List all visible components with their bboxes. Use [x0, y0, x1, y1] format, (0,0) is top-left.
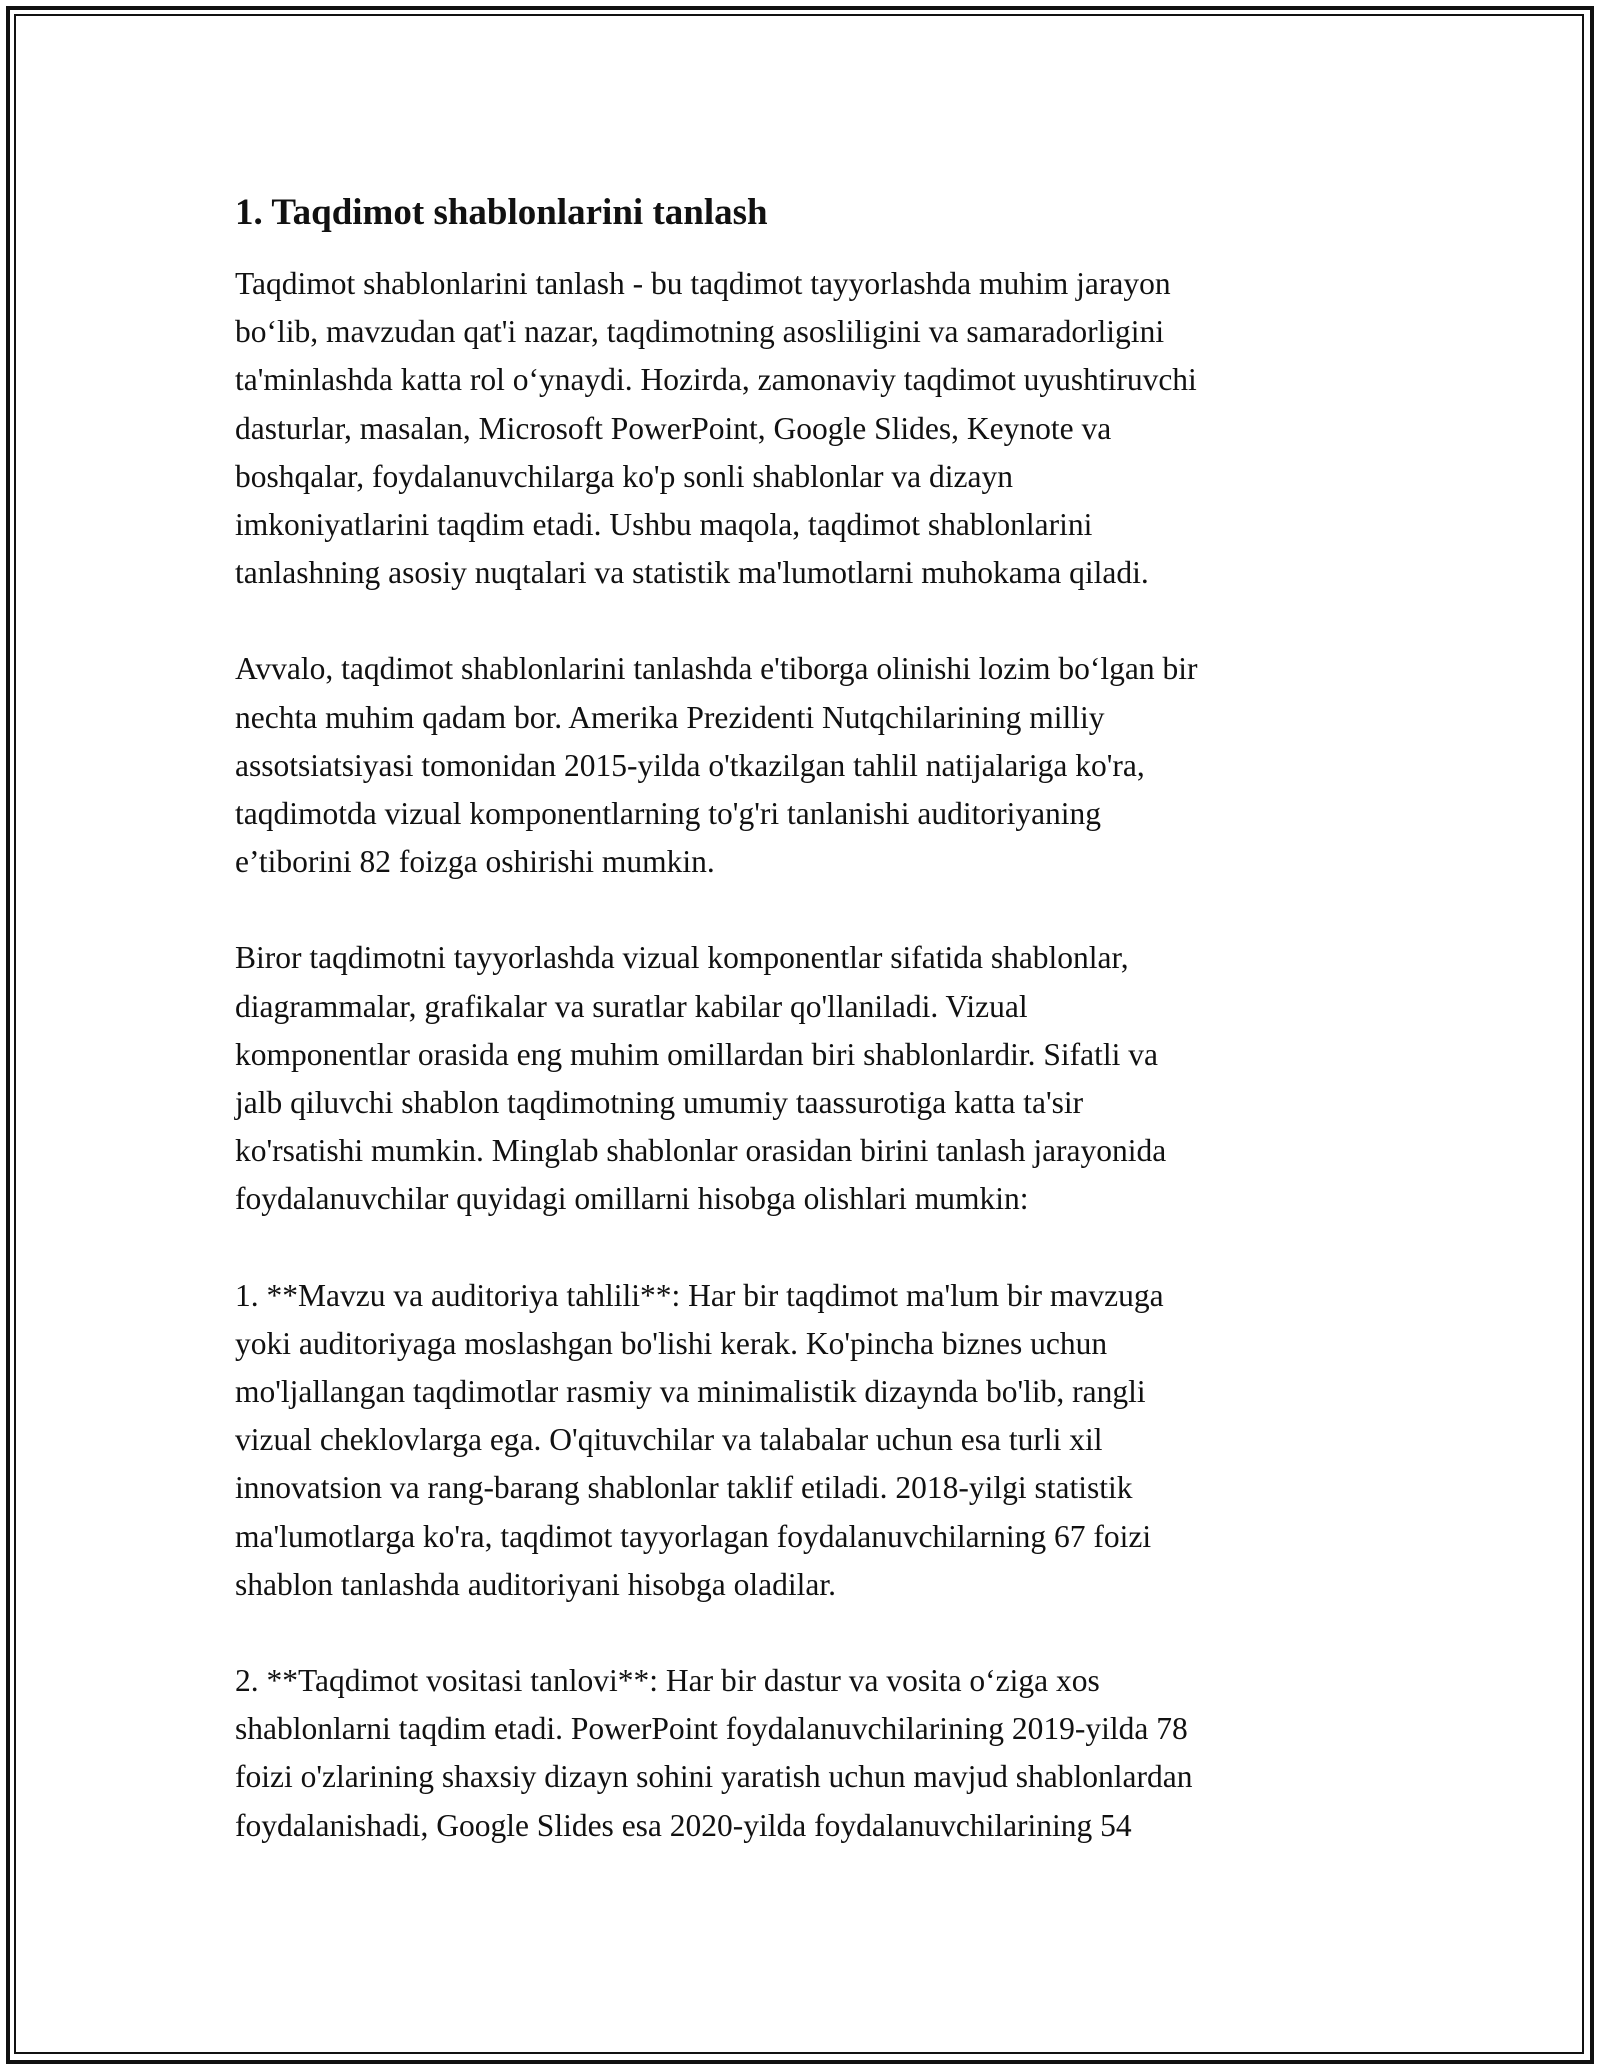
paragraph-line: ma'lumotlarga ko'ra, taqdimot tayyorlagan foydalanuvchilarning 67 foizi [235, 1518, 1152, 1554]
paragraph-line: e’tiborini 82 foizga oshirishi mumkin. [235, 844, 715, 880]
paragraph-line: taqdimotda vizual komponentlarning to'g'ri tanlanishi auditoriyaning [235, 796, 1102, 832]
paragraph-line: komponentlar orasida eng muhim omillardan biri shablonlardir. Sifatli va [235, 1036, 1158, 1072]
paragraph-line: jalb qiluvchi shablon taqdimotning umumiy taassurotiga katta ta'sir [235, 1085, 1084, 1121]
paragraph-line: imkoniyatlarini taqdim etadi. Ushbu maqola, taqdimot shablonlarini [235, 507, 1093, 543]
paragraph-line: ta'minlashda katta rol o‘ynaydi. Hozirda, zamonaviy taqdimot uyushtiruvchi [235, 362, 1197, 398]
paragraph [235, 645, 1385, 886]
paragraph [235, 1657, 1385, 1850]
paragraph-line: assotsiatsiyasi tomonidan 2015-yilda o'tkazilgan tahlil natijalariga ko'ra, [235, 747, 1145, 783]
paragraph-line: Taqdimot shablonlarini tanlash - bu taqdimot tayyorlashda muhim jarayon [235, 266, 1171, 301]
paragraph-line: shablonlarni taqdim etadi. PowerPoint foydalanuvchilarining 2019-yilda 78 [235, 1711, 1188, 1747]
paragraph-line: shablon tanlashda auditoriyani hisobga oladilar. [235, 1566, 836, 1602]
paragraph [235, 260, 1385, 597]
paragraph-list [235, 260, 1385, 1850]
paragraph-line: vizual cheklovlarga ega. O'qituvchilar va talabalar uchun esa turli xil [235, 1422, 1103, 1458]
paragraph-line: mo'ljallangan taqdimotlar rasmiy va minimalistik dizaynda bo'lib, rangli [235, 1374, 1146, 1410]
paragraph-line: foydalanishadi, Google Slides esa 2020-yilda foydalanuvchilarining 54 [235, 1807, 1132, 1843]
paragraph [235, 934, 1385, 1223]
paragraph-line: diagrammalar, grafikalar va suratlar kabilar qo'llaniladi. Vizual [235, 988, 1028, 1024]
document-body [235, 186, 1385, 1898]
paragraph-line: Biror taqdimotni tayyorlashda vizual komponentlar sifatida shablonlar, [235, 940, 1129, 976]
paragraph-line: Avvalo, taqdimot shablonlarini tanlashda e'tiborga olinishi lozim bo‘lgan bir [235, 651, 1198, 687]
paragraph-line: 2. **Taqdimot vositasi tanlovi**: Har bir dastur va vosita o‘ziga xos [235, 1663, 1100, 1699]
paragraph-line: yoki auditoriyaga moslashgan bo'lishi kerak. Ko'pincha biznes uchun [235, 1325, 1108, 1361]
paragraph-line: ko'rsatishi mumkin. Minglab shablonlar orasidan birini tanlash jarayonida [235, 1133, 1167, 1169]
paragraph-line: tanlashning asosiy nuqtalari va statistik ma'lumotlarni muhokama qiladi. [235, 555, 1149, 591]
paragraph-line: dasturlar, masalan, Microsoft PowerPoint, Google Slides, Keynote va [235, 410, 1112, 446]
paragraph-line: foydalanuvchilar quyidagi omillarni hisobga olishlari mumkin: [235, 1181, 1029, 1217]
section-heading: 1. Taqdimot shablonlarini tanlash [235, 192, 768, 233]
paragraph-line: 1. **Mavzu va auditoriya tahlili**: Har bir taqdimot ma'lum bir mavzuga [235, 1277, 1164, 1313]
paragraph-line: innovatsion va rang-barang shablonlar taklif etiladi. 2018-yilgi statistik [235, 1470, 1133, 1506]
paragraph [235, 1272, 1385, 1609]
paragraph-line: boshqalar, foydalanuvchilarga ko'p sonli shablonlar va dizayn [235, 458, 1013, 494]
paragraph-line: nechta muhim qadam bor. Amerika Prezidenti Nutqchilarining milliy [235, 699, 1105, 735]
paragraph-line: foizi o'zlarining shaxsiy dizayn sohini yaratish uchun mavjud shablonlardan [235, 1759, 1193, 1795]
paragraph-line: bo‘lib, mavzudan qat'i nazar, taqdimotning asosliligini va samaradorligini [235, 314, 1165, 350]
